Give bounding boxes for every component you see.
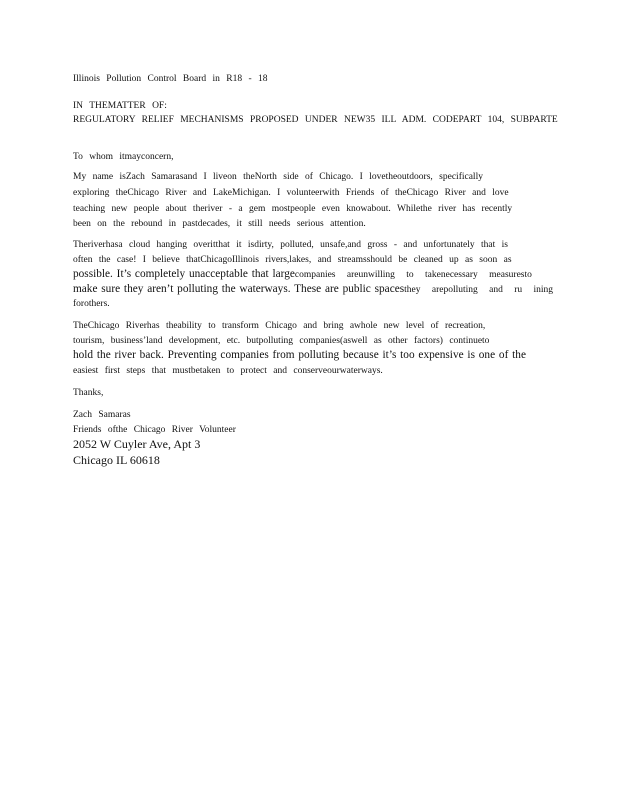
paragraph-2-line [73, 283, 553, 295]
matter-heading: IN THEMATTER OF: [73, 101, 167, 111]
signature-title: Friends ofthe Chicago River Volunteer [73, 425, 236, 435]
paragraph-1-line: exploring theChicago River and LakeMichigan. I volunteerwith Friends of theChicago River and love [73, 188, 509, 198]
paragraph-2-segment: they arepolluting and ru ining [404, 285, 554, 295]
board-heading: Illinois Pollution Control Board in R18 - 18 [73, 74, 268, 84]
paragraph-2-segment: possible. It’s completely unacceptable that large [73, 268, 295, 280]
paragraph-2-line [73, 268, 532, 280]
salutation: To whom itmayconcern, [73, 152, 174, 162]
paragraph-2-segment: companies areunwilling to takenecessary measuresto [294, 270, 532, 280]
paragraph-1-line: been on the rebound in pastdecades, it still needs serious attention. [73, 219, 366, 229]
signature-address-line-1: 2052 W Cuyler Ave, Apt 3 [73, 437, 201, 451]
paragraph-2-line: Theriverhasa cloud hanging overitthat it isdirty, polluted, unsafe,and gross - and unfortunately that is [73, 240, 508, 250]
closing: Thanks, [73, 388, 104, 398]
paragraph-1-line: My name isZach Samarasand I liveon theNorth side of Chicago. I lovetheoutdoors, specifically [73, 172, 483, 182]
paragraph-3-line: tourism, business’land development, etc. butpolluting companies(aswell as other factors) continueto [73, 336, 490, 346]
paragraph-2-segment: make sure they aren’t polluting the waterways. These are public spaces [73, 283, 405, 295]
regulatory-heading: REGULATORY RELIEF MECHANISMS PROPOSED UNDER NEW35 ILL ADM. CODEPART 104, SUBPARTE [73, 115, 558, 125]
paragraph-2-line: forothers. [73, 299, 110, 309]
paragraph-3-line: TheChicago Riverhas theability to transform Chicago and bring awhole new level of recreation, [73, 321, 486, 331]
paragraph-3-line: hold the river back. Preventing companies from polluting because it’s too expensive is one of the [73, 349, 526, 361]
signature-address-line-2: Chicago IL 60618 [73, 453, 160, 467]
paragraph-1-line: teaching new people about theriver - a gem mostpeople even knowabout. Whilethe river has recently [73, 204, 513, 214]
signature-name: Zach Samaras [73, 410, 131, 420]
paragraph-3-line: easiest first steps that mustbetaken to protect and conserveourwaterways. [73, 366, 383, 376]
paragraph-2-line: often the case! I believe thatChicagoIllinois rivers,lakes, and streamsshould be cleaned up as soon as [73, 255, 512, 265]
